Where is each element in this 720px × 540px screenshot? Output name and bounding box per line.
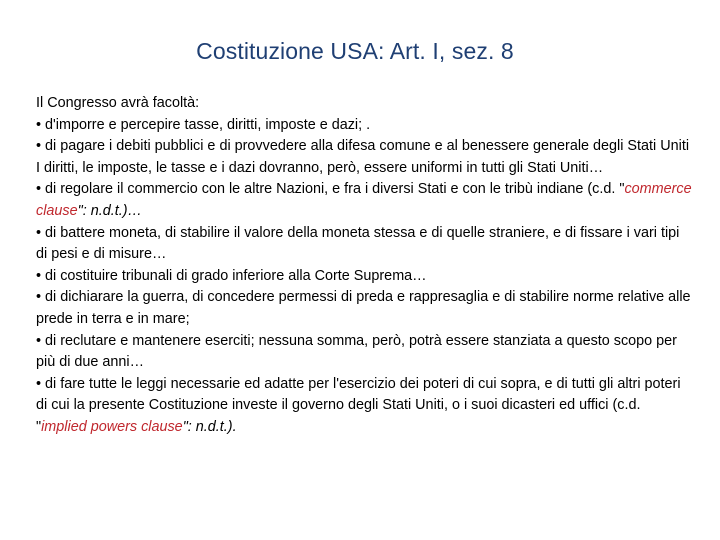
intro-line: Il Congresso avrà facoltà: xyxy=(36,95,200,111)
list-item-commerce xyxy=(36,179,692,222)
list-item-implied xyxy=(36,374,692,439)
commerce-text-before: • di regolare il commercio con le altre Nazioni, e fra i diversi Stati e con le tribù indiane (c.d. " xyxy=(36,181,625,198)
list-item: • di battere moneta, di stabilire il valore della moneta stessa e di quelle straniere, e di fissare i vari tipi di pesi e di misure… xyxy=(36,224,680,263)
commerce-clause-term: commerce clause xyxy=(36,181,692,219)
implied-text-before: • di fare tutte le leggi necessarie ed adatte per l'esercizio dei poteri di cui sopra, e di tutti gli altri poteri di cui la presente Costituzione investe il governo degli Stati Uniti, o i suoi dicasteri ed uffici (c.d. " xyxy=(36,375,681,435)
list-item: • di pagare i debiti pubblici e di provvedere alla difesa comune e al benessere generale degli Stati Uniti I diritti, le imposte, le tasse e i dazi dovranno, però, essere uniformi in tutti gli Stati Uniti… xyxy=(36,138,690,176)
list-item: • di costituire tribunali di grado inferiore alla Corte Suprema… xyxy=(36,267,427,284)
implied-powers-clause-term: implied powers clause xyxy=(41,418,183,435)
page-title: Costituzione USA: Art. I, sez. 8 xyxy=(196,38,514,64)
body-text xyxy=(36,93,692,439)
list-item: • d'imporre e percepire tasse, diritti, imposte e dazi; . xyxy=(36,116,371,133)
list-item: • di reclutare e mantenere eserciti; nessuna somma, però, potrà essere stanziata a questo scopo per più di due anni… xyxy=(36,332,677,371)
list-item: • di dichiarare la guerra, di concedere permessi di preda e rappresaglia e di stabilire norme relative alle prede in terra e in mare; xyxy=(36,289,691,327)
commerce-text-after: ": n.d.t.)… xyxy=(77,202,142,219)
implied-text-after: ": n.d.t.). xyxy=(182,418,237,435)
